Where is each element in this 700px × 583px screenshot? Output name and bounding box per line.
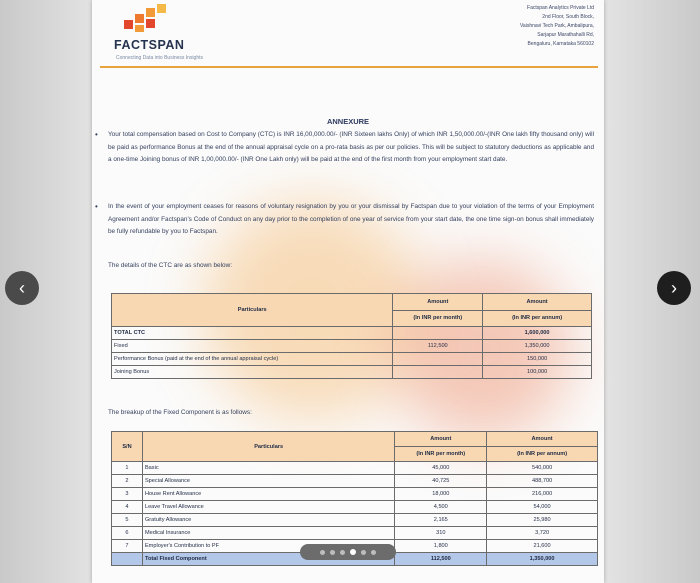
previous-slide-button[interactable] — [5, 271, 39, 305]
table-row — [112, 353, 592, 366]
document-title: ANNEXURE — [326, 117, 370, 126]
row-sn: 4 — [112, 501, 143, 514]
row-annum: 216,000 — [487, 488, 598, 501]
row-month: 1,800 — [395, 540, 487, 553]
table-row — [112, 501, 598, 514]
row-label: Fixed — [112, 340, 393, 353]
row-annum: 1,600,000 — [483, 327, 592, 340]
row-label: TOTAL CTC — [112, 327, 393, 340]
address-line: 2nd Floor, South Block, — [542, 14, 594, 20]
row-label: Medical Insurance — [142, 527, 394, 540]
row-label: Performance Bonus (paid at the end of the annual appraisal cycle) — [112, 353, 393, 366]
table-row — [112, 527, 598, 540]
row-sn: 1 — [112, 462, 143, 475]
bullet-icon: • — [95, 130, 98, 139]
row-month: 4,500 — [395, 501, 487, 514]
row-sn: 2 — [112, 475, 143, 488]
company-address — [444, 4, 594, 49]
address-line: Sarjapur Marathahalli Rd, — [537, 32, 594, 38]
row-month — [393, 366, 483, 379]
row-month: 18,000 — [395, 488, 487, 501]
row-label: Joining Bonus — [112, 366, 393, 379]
carousel-pagination — [300, 544, 396, 560]
document-page — [92, 0, 604, 583]
table-row — [112, 462, 598, 475]
company-name: FACTSPAN — [114, 38, 185, 52]
address-line: Vaishnavi Tech Park, Ambalipura, — [519, 23, 594, 29]
resignation-paragraph — [95, 201, 594, 239]
row-label: Basic — [142, 462, 394, 475]
table-row — [112, 514, 598, 527]
row-month: 112,500 — [395, 553, 487, 566]
row-month — [393, 327, 483, 340]
header-divider — [100, 66, 598, 68]
table-row — [112, 475, 598, 488]
row-sn — [112, 553, 143, 566]
table-row — [112, 366, 592, 379]
table-row — [112, 340, 592, 353]
row-month: 310 — [395, 527, 487, 540]
col-header-particulars: Particulars — [112, 294, 393, 327]
row-month: 40,725 — [395, 475, 487, 488]
row-annum: 150,000 — [483, 353, 592, 366]
row-sn: 7 — [112, 540, 143, 553]
carousel-dot[interactable] — [320, 550, 325, 555]
row-label: House Rent Allowance — [142, 488, 394, 501]
col-header-per-annum: (In INR per annum) — [483, 310, 592, 327]
col-header-amount: Amount — [393, 294, 483, 311]
row-sn: 5 — [112, 514, 143, 527]
ctc-caption: The details of the CTC are as shown below: — [108, 262, 232, 269]
row-month: 2,165 — [395, 514, 487, 527]
compensation-paragraph — [95, 129, 594, 167]
col-header-per-month: (In INR per month) — [395, 447, 487, 462]
col-header-per-annum: (In INR per annum) — [487, 447, 598, 462]
row-label: Total Fixed Component — [142, 553, 394, 566]
row-label: Employer's Contribution to PF — [142, 540, 394, 553]
col-header-amount: Amount — [483, 294, 592, 311]
fixed-caption: The breakup of the Fixed Component is as follows: — [108, 409, 252, 416]
address-line: Bengaluru, Karnataka 560102 — [527, 41, 594, 47]
row-label: Leave Travel Allowance — [142, 501, 394, 514]
bullet-icon: • — [95, 202, 98, 211]
table-row — [112, 327, 592, 340]
company-tagline: Connecting Data into Business Insights — [116, 55, 203, 61]
ctc-header-row — [112, 294, 592, 311]
col-header-sn: S/N — [112, 432, 143, 462]
row-annum: 54,000 — [487, 501, 598, 514]
resignation-text: In the event of your employment ceases for reasons of voluntary resignation by you or your dismissal by Factspan due to your violation of the terms of your Employment Agreement and/or Factspan's Code of Conduct on any day prior to the completion of one year of service from your start date, the one time sign-on bonus shall immediately be fully refundable by you to Factspan. — [108, 203, 594, 235]
fixed-header-row — [112, 432, 598, 447]
row-annum: 21,600 — [487, 540, 598, 553]
chevron-left-icon: ‹ — [19, 277, 25, 298]
address-line: Factspan Analytics Private Ltd — [527, 5, 594, 11]
next-slide-button[interactable] — [657, 271, 691, 305]
row-annum: 540,000 — [487, 462, 598, 475]
ctc-table — [111, 293, 592, 379]
compensation-text: Your total compensation based on Cost to Company (CTC) is INR 16,00,000.00/- (INR Sixteen lakhs Only) of which INR 1,50,000.00/-(INR One lakh fifty thousand only) will be paid as performance Bonus at the end of the annual appraisal cycle on a pro-rata basis as per our policies. This will be subject to statutory deductions as applicable and a one-time Joining bonus of INR 1,00,000.00/- (INR One Lakh only) will be paid at the end of the first month from your employment start date. — [108, 131, 594, 163]
row-label: Gratuity Allowance — [142, 514, 394, 527]
carousel-dot[interactable] — [361, 550, 366, 555]
carousel-dot[interactable] — [371, 550, 376, 555]
col-header-amount: Amount — [395, 432, 487, 447]
row-annum: 25,980 — [487, 514, 598, 527]
row-annum: 1,350,000 — [487, 553, 598, 566]
row-sn: 6 — [112, 527, 143, 540]
row-label: Special Allowance — [142, 475, 394, 488]
carousel-dot[interactable] — [330, 550, 335, 555]
col-header-amount: Amount — [487, 432, 598, 447]
carousel-dot[interactable] — [340, 550, 345, 555]
table-row — [112, 488, 598, 501]
row-annum: 3,720 — [487, 527, 598, 540]
row-month — [393, 353, 483, 366]
row-annum: 100,000 — [483, 366, 592, 379]
factspan-logo-icon — [122, 4, 182, 34]
row-sn: 3 — [112, 488, 143, 501]
row-month: 112,500 — [393, 340, 483, 353]
col-header-per-month: (In INR per month) — [393, 310, 483, 327]
carousel-dot[interactable] — [350, 549, 356, 555]
col-header-particulars: Particulars — [142, 432, 394, 462]
row-month: 45,000 — [395, 462, 487, 475]
row-annum: 1,350,000 — [483, 340, 592, 353]
chevron-right-icon: › — [671, 277, 677, 298]
row-annum: 488,700 — [487, 475, 598, 488]
